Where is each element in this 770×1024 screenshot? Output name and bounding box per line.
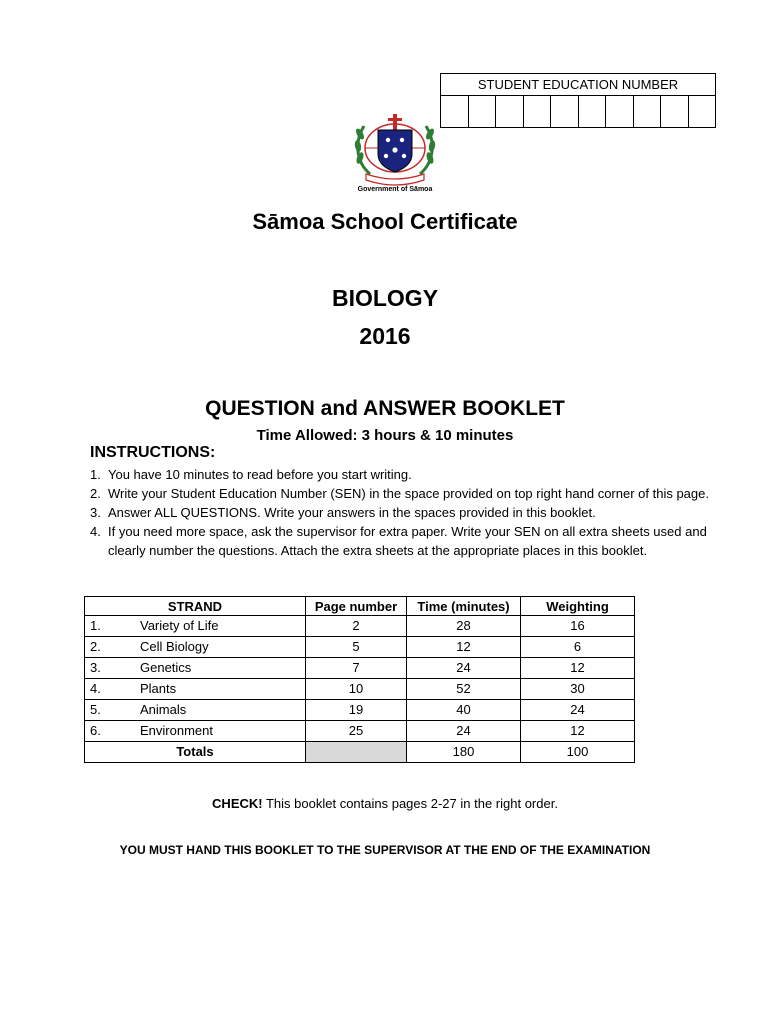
instruction-item <box>90 522 710 560</box>
row-strand: Animals <box>140 700 306 721</box>
row-weighting: 24 <box>521 700 635 721</box>
totals-weighting: 100 <box>521 742 635 763</box>
exam-year: 2016 <box>359 323 411 349</box>
table-row <box>85 721 635 742</box>
instruction-text: You have 10 minutes to read before you start writing. <box>108 467 412 482</box>
row-number: 3. <box>85 658 141 679</box>
totals-page-shaded <box>306 742 407 763</box>
row-number: 1. <box>85 616 141 637</box>
sen-cell[interactable] <box>689 96 716 128</box>
instruction-text: Write your Student Education Number (SEN) in the space provided on top right hand corner of this page. <box>108 486 709 501</box>
row-weighting: 12 <box>521 721 635 742</box>
table-row <box>85 616 635 637</box>
row-page: 10 <box>306 679 407 700</box>
row-page: 7 <box>306 658 407 679</box>
instruction-number: 4. <box>90 524 101 539</box>
row-time: 52 <box>407 679 521 700</box>
row-strand: Variety of Life <box>140 616 306 637</box>
sen-cell[interactable] <box>606 96 634 128</box>
sen-label: STUDENT EDUCATION NUMBER <box>441 74 715 96</box>
crest-caption: Government of Sāmoa <box>357 186 433 193</box>
row-page: 25 <box>306 721 407 742</box>
row-time: 24 <box>407 721 521 742</box>
row-time: 12 <box>407 637 521 658</box>
sen-cell[interactable] <box>496 96 524 128</box>
header-weighting: Weighting <box>521 597 635 616</box>
sen-cells <box>441 96 715 128</box>
sen-cell[interactable] <box>469 96 497 128</box>
row-page: 2 <box>306 616 407 637</box>
sen-cell[interactable] <box>661 96 689 128</box>
row-page: 19 <box>306 700 407 721</box>
instruction-item <box>90 465 710 484</box>
certificate-title: Sāmoa School Certificate <box>252 209 518 234</box>
row-strand: Environment <box>140 721 306 742</box>
check-text: This booklet contains pages 2-27 in the right order. <box>262 796 558 811</box>
row-number: 5. <box>85 700 141 721</box>
sen-cell[interactable] <box>441 96 469 128</box>
totals-label: Totals <box>85 742 306 763</box>
table-row <box>85 679 635 700</box>
sen-cell[interactable] <box>524 96 552 128</box>
totals-row <box>85 742 635 763</box>
table-row <box>85 700 635 721</box>
check-note <box>0 796 770 811</box>
sen-cell[interactable] <box>551 96 579 128</box>
subject-title: BIOLOGY <box>331 285 439 311</box>
instruction-text: If you need more space, ask the supervisor for extra paper. Write your SEN on all extra sheets used and clearly number the questions. Attach the extra sheets at the appropriate places in this booklet. <box>108 524 707 558</box>
sen-box <box>440 73 716 128</box>
instruction-number: 1. <box>90 467 101 482</box>
instructions-heading: INSTRUCTIONS: <box>90 444 216 461</box>
row-number: 6. <box>85 721 141 742</box>
instruction-item <box>90 484 710 503</box>
sen-cell[interactable] <box>634 96 662 128</box>
header-time: Time (minutes) <box>407 597 521 616</box>
instructions-list <box>90 465 710 560</box>
instruction-number: 2. <box>90 486 101 501</box>
row-strand: Cell Biology <box>140 637 306 658</box>
check-label: CHECK! <box>212 796 263 811</box>
time-allowed: Time Allowed: 3 hours & 10 minutes <box>256 427 514 444</box>
sen-cell[interactable] <box>579 96 607 128</box>
instruction-number: 3. <box>90 505 101 520</box>
table-header-row <box>85 597 635 616</box>
header-strand: STRAND <box>85 597 306 616</box>
row-strand: Plants <box>140 679 306 700</box>
row-time: 24 <box>407 658 521 679</box>
booklet-title: QUESTION and ANSWER BOOKLET <box>205 397 565 420</box>
totals-time: 180 <box>407 742 521 763</box>
row-page: 5 <box>306 637 407 658</box>
row-weighting: 6 <box>521 637 635 658</box>
row-weighting: 12 <box>521 658 635 679</box>
hand-in-notice: YOU MUST HAND THIS BOOKLET TO THE SUPERVISOR AT THE END OF THE EXAMINATION <box>119 843 651 857</box>
table-row <box>85 658 635 679</box>
header-page: Page number <box>306 597 407 616</box>
strand-table <box>84 596 635 763</box>
row-weighting: 16 <box>521 616 635 637</box>
row-time: 40 <box>407 700 521 721</box>
row-time: 28 <box>407 616 521 637</box>
instruction-item <box>90 503 710 522</box>
row-number: 2. <box>85 637 141 658</box>
row-weighting: 30 <box>521 679 635 700</box>
instruction-text: Answer ALL QUESTIONS. Write your answers in the spaces provided in this booklet. <box>108 505 596 520</box>
row-strand: Genetics <box>140 658 306 679</box>
samoa-crest-icon <box>350 112 440 188</box>
table-row <box>85 637 635 658</box>
row-number: 4. <box>85 679 141 700</box>
